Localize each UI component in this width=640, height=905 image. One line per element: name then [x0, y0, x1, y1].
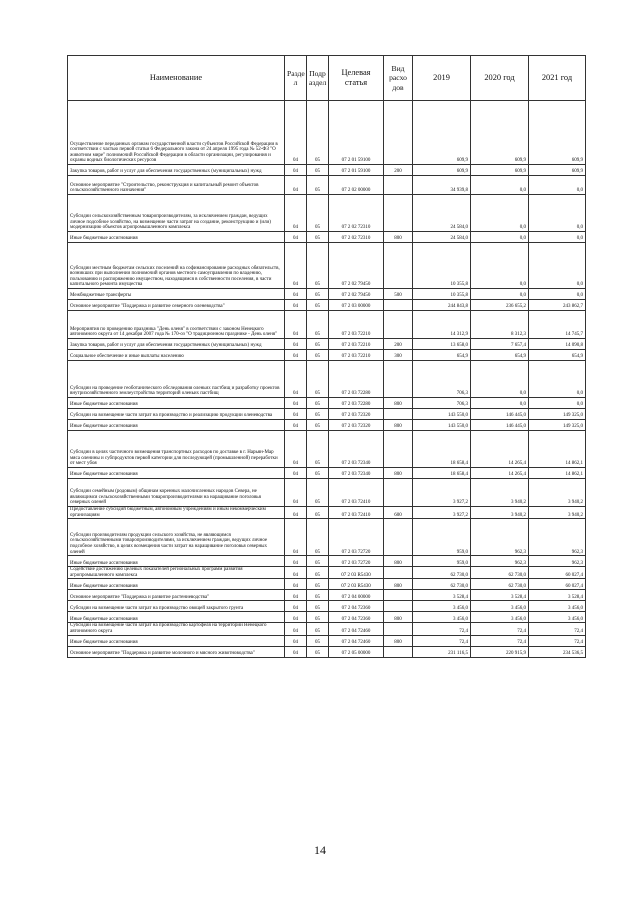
cell-2020: 7 657,4	[471, 339, 529, 350]
cell-section: 04	[285, 361, 307, 398]
cell-subsection: 05	[307, 579, 329, 590]
cell-name: Иные бюджетные ассигнования	[68, 398, 285, 409]
table-row	[68, 409, 586, 420]
cell-type: 800	[384, 612, 413, 623]
cell-name: Основное мероприятие "Строительство, реконструкция и капитальный ремонт объектов сельскохозяйственного назначения"	[68, 176, 285, 195]
cell-2019: 10 355,8	[413, 243, 471, 289]
cell-2019: 959,0	[413, 519, 471, 556]
cell-target: 07 2 03 72340	[329, 431, 384, 468]
cell-type	[384, 300, 413, 311]
cell-name: Субсидии производителям продукции сельского хозяйства, не являющимся сельскохозяйственными товаропроизводителями, за исключением граждан, ведущих личное подсобное хозяйство, в целях возмещения части затрат на наращивание поголовья северных оленей	[68, 519, 285, 556]
cell-target: 07 2 03 72340	[329, 468, 384, 479]
cell-target: 07 2 03 72320	[329, 409, 384, 420]
table-row	[68, 176, 586, 195]
cell-2020: 962,3	[471, 519, 529, 556]
cell-subsection: 05	[307, 165, 329, 176]
cell-target: 07 2 04 72460	[329, 635, 384, 646]
table-row	[68, 646, 586, 657]
cell-name: Субсидии местным бюджетам сельских поселений на софинансирование расходных обязательств, возникших при выполнении полномочий органов местного самоуправления по владению, пользованию и распоряжению имуществом, находящимся в собственности поселения, в части капитального ремонта имущества	[68, 243, 285, 289]
cell-subsection: 05	[307, 195, 329, 232]
cell-name: Закупка товаров, работ и услуг для обеспечения государственных (муниципальных) нужд	[68, 165, 285, 176]
cell-subsection: 05	[307, 232, 329, 243]
cell-subsection: 05	[307, 350, 329, 361]
cell-2021: 234 536,5	[529, 646, 586, 657]
cell-2020: 0,0	[471, 195, 529, 232]
cell-subsection: 05	[307, 567, 329, 579]
cell-2020: 62 730,0	[471, 567, 529, 579]
cell-2019: 62 730,0	[413, 567, 471, 579]
cell-2021: 609,9	[529, 165, 586, 176]
header-row	[68, 56, 586, 101]
cell-target: 07 2 03 R5430	[329, 579, 384, 590]
cell-subsection: 05	[307, 409, 329, 420]
table-row	[68, 232, 586, 243]
cell-2019: 24 584,0	[413, 195, 471, 232]
cell-2020: 0,0	[471, 243, 529, 289]
table-row	[68, 601, 586, 612]
cell-2019: 959,0	[413, 556, 471, 567]
cell-subsection: 05	[307, 479, 329, 507]
cell-type: 200	[384, 165, 413, 176]
cell-name: Иные бюджетные ассигнования	[68, 579, 285, 590]
cell-section: 04	[285, 479, 307, 507]
cell-2021: 60 027,4	[529, 579, 586, 590]
cell-subsection: 05	[307, 556, 329, 567]
cell-2019: 18 658,4	[413, 431, 471, 468]
cell-name: Иные бюджетные ассигнования	[68, 556, 285, 567]
header-2021: 2021 год	[529, 56, 586, 101]
cell-section: 04	[285, 431, 307, 468]
cell-2020: 62 730,0	[471, 579, 529, 590]
cell-target: 07 2 03 72320	[329, 420, 384, 431]
table-row	[68, 567, 586, 579]
cell-name: Субсидии сельскохозяйственным товаропроизводителям, за исключением граждан, ведущих личное подсобное хозяйство, на возмещение части затрат на создание, реконструкцию и (или) модернизацию объектов агропромышленного комплекса	[68, 195, 285, 232]
cell-2021: 14 862,1	[529, 468, 586, 479]
cell-target: 07 2 04 72460	[329, 623, 384, 635]
cell-target: 07 2 03 72410	[329, 479, 384, 507]
cell-target: 07 2 03 72210	[329, 350, 384, 361]
cell-type: 500	[384, 289, 413, 300]
cell-section: 04	[285, 623, 307, 635]
cell-2021: 3 456,0	[529, 612, 586, 623]
cell-2019: 13 658,0	[413, 339, 471, 350]
cell-name: Субсидии на возмещение части затрат на производство картофеля на территории Ненецкого автономного округа	[68, 623, 285, 635]
cell-2020: 14 265,4	[471, 431, 529, 468]
cell-target: 07 2 03 72210	[329, 339, 384, 350]
cell-2021: 149 325,0	[529, 420, 586, 431]
table-row	[68, 311, 586, 339]
cell-section: 04	[285, 646, 307, 657]
cell-2021: 3 528,4	[529, 590, 586, 601]
table-row	[68, 623, 586, 635]
header-section: Разде л	[285, 56, 307, 101]
cell-name: Субсидии на возмещение части затрат на производство овощей закрытого грунта	[68, 601, 285, 612]
cell-type: 200	[384, 339, 413, 350]
cell-section: 04	[285, 507, 307, 519]
header-name: Наименование	[68, 56, 285, 101]
cell-target: 07 2 03 72280	[329, 398, 384, 409]
cell-2020: 72,4	[471, 623, 529, 635]
cell-type: 300	[384, 350, 413, 361]
cell-2019: 24 584,0	[413, 232, 471, 243]
cell-2020: 146 445,0	[471, 409, 529, 420]
table-row	[68, 507, 586, 519]
cell-name: Субсидии на возмещение части затрат на производство и реализацию продукции оленеводства	[68, 409, 285, 420]
cell-section: 04	[285, 339, 307, 350]
cell-subsection: 05	[307, 289, 329, 300]
cell-2020: 14 265,4	[471, 468, 529, 479]
cell-name: Основное мероприятие "Поддержка и развитие северного оленеводства"	[68, 300, 285, 311]
cell-type: 800	[384, 635, 413, 646]
cell-subsection: 05	[307, 101, 329, 165]
cell-type	[384, 431, 413, 468]
cell-name: Иные бюджетные ассигнования	[68, 420, 285, 431]
cell-name: Иные бюджетные ассигнования	[68, 635, 285, 646]
table-row	[68, 339, 586, 350]
cell-type	[384, 601, 413, 612]
cell-2021: 0,0	[529, 195, 586, 232]
cell-2020: 0,0	[471, 232, 529, 243]
cell-name: Иные бюджетные ассигнования	[68, 468, 285, 479]
cell-target: 07 2 05 00000	[329, 646, 384, 657]
table-row	[68, 361, 586, 398]
cell-2019: 143 550,0	[413, 409, 471, 420]
cell-type	[384, 311, 413, 339]
cell-2020: 8 312,3	[471, 311, 529, 339]
table-row	[68, 635, 586, 646]
cell-section: 04	[285, 519, 307, 556]
table-row	[68, 590, 586, 601]
table-row	[68, 579, 586, 590]
cell-type: 800	[384, 579, 413, 590]
header-2019: 2019	[413, 56, 471, 101]
table-row	[68, 243, 586, 289]
cell-type	[384, 361, 413, 398]
cell-2019: 14 312,9	[413, 311, 471, 339]
cell-2019: 10 355,8	[413, 289, 471, 300]
header-type: Вид расхо дов	[384, 56, 413, 101]
table-row	[68, 420, 586, 431]
cell-section: 04	[285, 165, 307, 176]
cell-target: 07 2 01 59100	[329, 101, 384, 165]
page-number: 14	[314, 843, 326, 857]
cell-2019: 654,9	[413, 350, 471, 361]
cell-2020: 72,4	[471, 635, 529, 646]
cell-2021: 962,3	[529, 519, 586, 556]
cell-subsection: 05	[307, 398, 329, 409]
cell-type	[384, 623, 413, 635]
cell-target: 07 2 03 72410	[329, 507, 384, 519]
cell-name: Содействие достижению целевых показателей региональных программ развития агропромышленного комплекса	[68, 567, 285, 579]
table-row	[68, 519, 586, 556]
cell-subsection: 05	[307, 519, 329, 556]
cell-section: 04	[285, 195, 307, 232]
cell-name: Иные бюджетные ассигнования	[68, 612, 285, 623]
cell-2019: 18 658,4	[413, 468, 471, 479]
cell-name: Мероприятия по проведению праздника "День оленя" в соответствии с законом Ненецкого автономного округа от 14 декабря 2007 года № 170-оз "О традиционном празднике - День оленя"	[68, 311, 285, 339]
cell-type: 600	[384, 507, 413, 519]
cell-2019: 244 843,8	[413, 300, 471, 311]
table-row	[68, 300, 586, 311]
cell-2019: 72,4	[413, 635, 471, 646]
cell-section: 04	[285, 101, 307, 165]
cell-name: Субсидии семейным (родовым) общинам коренных малочисленных народов Севера, не являющимся сельскохозяйственными товаропроизводителями на наращивание поголовья северных оленей	[68, 479, 285, 507]
cell-type	[384, 101, 413, 165]
cell-2020: 3 940,2	[471, 507, 529, 519]
cell-name: Осуществление переданных органам государственной власти субъектов Российской Федерации в соответствии с частью первой статьи 6 Федерального закона от 24 апреля 1995 года № 52-ФЗ "О животном мире" полномочий Российской Федерации в области организации, регулирования и охраны водных биологических ресурсов	[68, 101, 285, 165]
cell-2019: 3 456,0	[413, 601, 471, 612]
cell-type: 800	[384, 398, 413, 409]
cell-2019: 62 730,0	[413, 579, 471, 590]
cell-2020: 962,3	[471, 556, 529, 567]
cell-subsection: 05	[307, 339, 329, 350]
cell-2020: 609,9	[471, 165, 529, 176]
cell-2019: 3 927,2	[413, 479, 471, 507]
cell-2019: 72,4	[413, 623, 471, 635]
cell-target: 07 2 04 00000	[329, 590, 384, 601]
cell-section: 04	[285, 350, 307, 361]
cell-2020: 0,0	[471, 361, 529, 398]
cell-section: 04	[285, 311, 307, 339]
cell-target: 07 2 03 72720	[329, 556, 384, 567]
cell-section: 04	[285, 556, 307, 567]
cell-section: 04	[285, 398, 307, 409]
cell-type: 800	[384, 468, 413, 479]
cell-name: Предоставление субсидий бюджетным, автономным учреждениям и иным некоммерческим организациям	[68, 507, 285, 519]
budget-table	[67, 55, 586, 658]
cell-name: Основное мероприятие "Поддержка и развитие молочного и мясного животноводства"	[68, 646, 285, 657]
cell-target: 07 2 03 72210	[329, 311, 384, 339]
cell-2021: 72,4	[529, 623, 586, 635]
table-row	[68, 195, 586, 232]
cell-type: 800	[384, 420, 413, 431]
cell-target: 07 2 02 72310	[329, 195, 384, 232]
cell-target: 07 2 04 72360	[329, 612, 384, 623]
cell-target: 07 2 03 R5430	[329, 567, 384, 579]
cell-section: 04	[285, 420, 307, 431]
cell-type	[384, 567, 413, 579]
cell-2021: 0,0	[529, 398, 586, 409]
cell-2020: 0,0	[471, 289, 529, 300]
cell-section: 04	[285, 579, 307, 590]
cell-name: Субсидии в целях частичного возмещения транспортных расходов по доставке в г. Нарьян-Мар мяса оленины и субпродуктов первой категории для последующей (промышленной) переработки от мест убоя	[68, 431, 285, 468]
cell-subsection: 05	[307, 590, 329, 601]
cell-section: 04	[285, 567, 307, 579]
cell-subsection: 05	[307, 431, 329, 468]
header-target: Целевая статья	[329, 56, 384, 101]
cell-subsection: 05	[307, 361, 329, 398]
cell-2019: 3 456,0	[413, 612, 471, 623]
table-body	[68, 101, 586, 658]
cell-type	[384, 519, 413, 556]
table-row	[68, 612, 586, 623]
cell-2021: 0,0	[529, 243, 586, 289]
cell-2021: 0,0	[529, 232, 586, 243]
table-row	[68, 165, 586, 176]
cell-2020: 236 655,2	[471, 300, 529, 311]
cell-2020: 146 445,0	[471, 420, 529, 431]
cell-2019: 609,9	[413, 101, 471, 165]
cell-2020: 3 528,4	[471, 590, 529, 601]
cell-2020: 3 456,0	[471, 601, 529, 612]
cell-2020: 0,0	[471, 398, 529, 409]
cell-subsection: 05	[307, 420, 329, 431]
table-row	[68, 398, 586, 409]
cell-subsection: 05	[307, 612, 329, 623]
cell-2021: 0,0	[529, 176, 586, 195]
cell-subsection: 05	[307, 311, 329, 339]
header-2020: 2020 год	[471, 56, 529, 101]
cell-subsection: 05	[307, 468, 329, 479]
cell-subsection: 05	[307, 507, 329, 519]
cell-section: 04	[285, 409, 307, 420]
table-row	[68, 289, 586, 300]
cell-section: 04	[285, 635, 307, 646]
cell-2021: 14 862,1	[529, 431, 586, 468]
cell-2019: 706,3	[413, 398, 471, 409]
cell-2020: 0,0	[471, 176, 529, 195]
cell-2021: 3 456,0	[529, 601, 586, 612]
cell-subsection: 05	[307, 601, 329, 612]
cell-section: 04	[285, 590, 307, 601]
cell-2021: 654,9	[529, 350, 586, 361]
cell-section: 04	[285, 289, 307, 300]
cell-2021: 3 940,2	[529, 507, 586, 519]
table-row	[68, 101, 586, 165]
cell-2021: 3 940,2	[529, 479, 586, 507]
cell-2020: 654,9	[471, 350, 529, 361]
table-row	[68, 350, 586, 361]
cell-name: Социальное обеспечение и иные выплаты населению	[68, 350, 285, 361]
cell-name: Иные бюджетные ассигнования	[68, 232, 285, 243]
cell-target: 07 2 02 79450	[329, 243, 384, 289]
cell-2019: 34 939,8	[413, 176, 471, 195]
cell-type	[384, 590, 413, 601]
cell-2019: 143 550,0	[413, 420, 471, 431]
cell-target: 07 2 02 00000	[329, 176, 384, 195]
cell-2020: 609,9	[471, 101, 529, 165]
cell-subsection: 05	[307, 635, 329, 646]
cell-2020: 3 940,2	[471, 479, 529, 507]
cell-name: Субсидии на проведение геоботанического обследования оленьих пастбищ и разработку проектов внутрихозяйственного землеустройства территорий оленьих пастбищ	[68, 361, 285, 398]
cell-2021: 243 862,7	[529, 300, 586, 311]
table-row	[68, 479, 586, 507]
cell-target: 07 2 03 00000	[329, 300, 384, 311]
cell-subsection: 05	[307, 176, 329, 195]
cell-target: 07 2 03 72720	[329, 519, 384, 556]
cell-target: 07 2 03 72280	[329, 361, 384, 398]
cell-section: 04	[285, 300, 307, 311]
cell-section: 04	[285, 468, 307, 479]
cell-name: Закупка товаров, работ и услуг для обеспечения государственных (муниципальных) нужд	[68, 339, 285, 350]
cell-type	[384, 646, 413, 657]
cell-name: Основное мероприятие "Поддержка и развитие растениеводства"	[68, 590, 285, 601]
header-subsection: Подр аздел	[307, 56, 329, 101]
cell-subsection: 05	[307, 646, 329, 657]
cell-target: 07 2 02 79450	[329, 289, 384, 300]
cell-section: 04	[285, 612, 307, 623]
cell-name: Межбюджетные трансферты	[68, 289, 285, 300]
cell-type	[384, 409, 413, 420]
cell-2021: 60 027,4	[529, 567, 586, 579]
cell-target: 07 2 01 59100	[329, 165, 384, 176]
cell-2021: 14 090,8	[529, 339, 586, 350]
cell-section: 04	[285, 601, 307, 612]
cell-subsection: 05	[307, 300, 329, 311]
table-row	[68, 431, 586, 468]
cell-target: 07 2 02 72310	[329, 232, 384, 243]
cell-type	[384, 176, 413, 195]
table-row	[68, 556, 586, 567]
cell-2019: 609,9	[413, 165, 471, 176]
cell-subsection: 05	[307, 623, 329, 635]
cell-2021: 0,0	[529, 361, 586, 398]
cell-2021: 149 325,0	[529, 409, 586, 420]
cell-type	[384, 243, 413, 289]
cell-2021: 14 745,7	[529, 311, 586, 339]
cell-section: 04	[285, 232, 307, 243]
cell-type	[384, 195, 413, 232]
cell-target: 07 2 04 72360	[329, 601, 384, 612]
cell-2019: 3 927,2	[413, 507, 471, 519]
cell-type	[384, 479, 413, 507]
cell-section: 04	[285, 243, 307, 289]
cell-2021: 962,3	[529, 556, 586, 567]
cell-2021: 609,9	[529, 101, 586, 165]
cell-2021: 72,4	[529, 635, 586, 646]
cell-2021: 0,0	[529, 289, 586, 300]
cell-2020: 3 456,0	[471, 612, 529, 623]
cell-type: 800	[384, 556, 413, 567]
cell-2019: 231 116,5	[413, 646, 471, 657]
table-row	[68, 468, 586, 479]
cell-2020: 220 915,9	[471, 646, 529, 657]
cell-2019: 3 528,4	[413, 590, 471, 601]
cell-type: 800	[384, 232, 413, 243]
cell-section: 04	[285, 176, 307, 195]
cell-subsection: 05	[307, 243, 329, 289]
cell-2019: 706,3	[413, 361, 471, 398]
